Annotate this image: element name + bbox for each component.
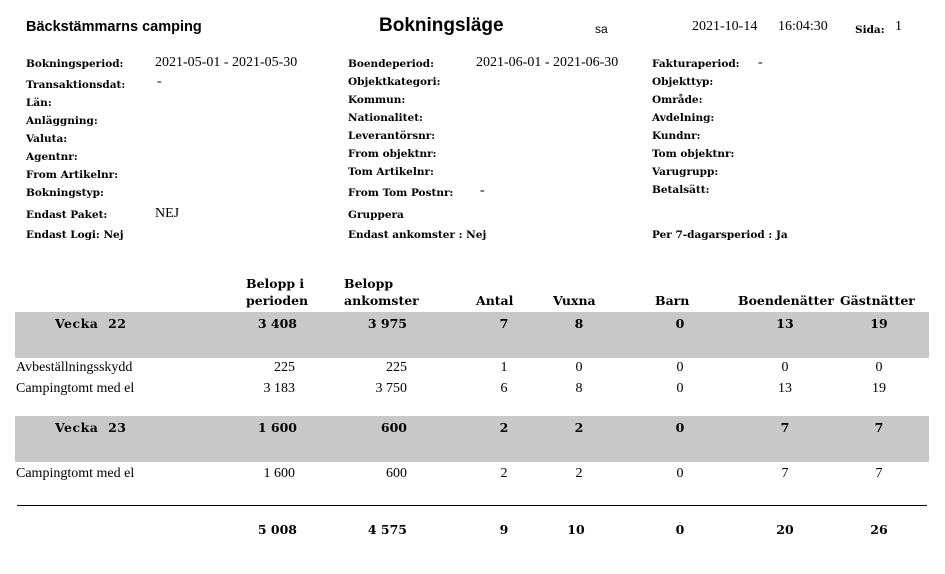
week-number: 22 xyxy=(108,316,127,331)
filter-label: Län: xyxy=(26,97,52,109)
col-header-boendenatter: Boendenätter xyxy=(738,293,834,308)
week-label xyxy=(55,420,127,435)
week-gastnatter: 19 xyxy=(870,316,888,331)
page-number: 1 xyxy=(895,19,902,34)
row-perioden: 3 183 xyxy=(263,381,295,396)
week-gastnatter: 7 xyxy=(874,420,884,435)
row-vuxna: 8 xyxy=(575,381,583,396)
week-label-text: Vecka xyxy=(55,420,99,435)
filter-label: Valuta: xyxy=(26,133,68,145)
row-ankomster: 3 750 xyxy=(375,381,407,396)
row-vuxna: 0 xyxy=(575,360,583,375)
report-time: 16:04:30 xyxy=(778,19,828,34)
filter-label: Område: xyxy=(652,94,703,106)
row-ankomster: 600 xyxy=(386,466,407,481)
filter-label: From Tom Postnr: xyxy=(348,187,454,199)
row-boendenatter: 0 xyxy=(781,360,789,375)
row-antal: 6 xyxy=(500,381,508,396)
filter-value: - xyxy=(157,74,162,89)
filter-label: Bokningsperiod: xyxy=(26,58,124,70)
row-name: Avbeställningsskydd xyxy=(16,360,133,375)
filter-label: Leverantörsnr: xyxy=(348,130,436,142)
row-gastnatter: 19 xyxy=(872,381,886,396)
week-boendenatter: 7 xyxy=(780,420,790,435)
row-vuxna: 2 xyxy=(575,466,583,481)
total-barn: 0 xyxy=(675,522,685,537)
filter-label: Agentnr: xyxy=(26,151,78,163)
filter-value: 2021-05-01 - 2021-05-30 xyxy=(155,55,298,70)
page-label: Sida: xyxy=(855,24,885,36)
week-vuxna: 8 xyxy=(574,316,584,331)
filter-label: Endast ankomster : Nej xyxy=(348,229,487,241)
filter-label: Betalsätt: xyxy=(652,184,710,196)
row-barn: 0 xyxy=(676,466,684,481)
filter-label: Avdelning: xyxy=(652,112,715,124)
week-antal: 2 xyxy=(499,420,509,435)
filter-label: Endast Paket: xyxy=(26,209,108,221)
company-name: Bäckstämmarns camping xyxy=(26,19,202,35)
week-label xyxy=(55,316,127,331)
filter-label: Boendeperiod: xyxy=(348,58,434,70)
row-ankomster: 225 xyxy=(386,360,407,375)
col-header-barn: Barn xyxy=(655,293,690,308)
col-header-perioden-line1: Belopp i xyxy=(246,276,305,291)
filter-value: NEJ xyxy=(155,206,180,221)
report-date: 2021-10-14 xyxy=(692,19,758,34)
filter-value: - xyxy=(758,55,763,70)
col-header-vuxna: Vuxna xyxy=(553,293,596,308)
row-name: Campingtomt med el xyxy=(16,466,135,481)
filter-label: Fakturaperiod: xyxy=(652,58,740,70)
filter-label: Endast Logi: Nej xyxy=(26,229,124,241)
totals-divider xyxy=(17,505,927,506)
col-header-antal: Antal xyxy=(476,293,514,308)
report-title: Bokningsläge xyxy=(379,15,504,36)
col-header-ankomster xyxy=(344,275,419,309)
row-perioden: 1 600 xyxy=(263,466,295,481)
filter-value: - xyxy=(480,183,485,198)
user-name: sa xyxy=(595,22,608,36)
col-header-perioden-line2: perioden xyxy=(246,293,309,308)
total-vuxna: 10 xyxy=(567,522,585,537)
col-header-ankomster-line2: ankomster xyxy=(344,293,419,308)
filter-value: 2021-06-01 - 2021-06-30 xyxy=(476,55,619,70)
row-boendenatter: 7 xyxy=(781,466,789,481)
row-perioden: 225 xyxy=(274,360,295,375)
week-perioden: 3 408 xyxy=(257,316,297,331)
filter-label: Varugrupp: xyxy=(652,166,719,178)
filter-label: From objektnr: xyxy=(348,148,437,160)
week-boendenatter: 13 xyxy=(776,316,794,331)
filter-label: Tom objektnr: xyxy=(652,148,735,160)
filter-label: From Artikelnr: xyxy=(26,169,119,181)
filter-label: Objekttyp: xyxy=(652,76,714,88)
col-header-perioden xyxy=(246,275,308,309)
row-gastnatter: 7 xyxy=(875,466,883,481)
row-gastnatter: 0 xyxy=(875,360,883,375)
week-barn: 0 xyxy=(675,420,685,435)
filter-label: Kundnr: xyxy=(652,130,701,142)
col-header-gastnatter: Gästnätter xyxy=(840,293,915,308)
week-barn: 0 xyxy=(675,316,685,331)
filter-label: Tom Artikelnr: xyxy=(348,166,434,178)
filter-label: Objektkategori: xyxy=(348,76,441,88)
row-antal: 1 xyxy=(500,360,508,375)
total-gastnatter: 26 xyxy=(870,522,888,537)
filter-label: Nationalitet: xyxy=(348,112,423,124)
total-perioden: 5 008 xyxy=(257,522,297,537)
row-barn: 0 xyxy=(676,360,684,375)
week-antal: 7 xyxy=(499,316,509,331)
filter-label: Anläggning: xyxy=(26,115,98,127)
col-header-ankomster-line1: Belopp xyxy=(344,276,394,291)
filter-label: Gruppera xyxy=(348,209,404,221)
filter-label: Transaktionsdat: xyxy=(26,79,126,91)
week-label-text: Vecka xyxy=(55,316,99,331)
row-barn: 0 xyxy=(676,381,684,396)
filter-label: Kommun: xyxy=(348,94,406,106)
week-ankomster: 3 975 xyxy=(367,316,407,331)
week-vuxna: 2 xyxy=(574,420,584,435)
total-boendenatter: 20 xyxy=(776,522,794,537)
filter-label: Bokningstyp: xyxy=(26,187,104,199)
week-perioden: 1 600 xyxy=(257,420,297,435)
week-number: 23 xyxy=(108,420,127,435)
row-boendenatter: 13 xyxy=(778,381,792,396)
row-name: Campingtomt med el xyxy=(16,381,135,396)
row-antal: 2 xyxy=(500,466,508,481)
total-antal: 9 xyxy=(499,522,509,537)
filter-label: Per 7-dagarsperiod : Ja xyxy=(652,229,788,241)
week-ankomster: 600 xyxy=(380,420,407,435)
total-ankomster: 4 575 xyxy=(367,522,407,537)
